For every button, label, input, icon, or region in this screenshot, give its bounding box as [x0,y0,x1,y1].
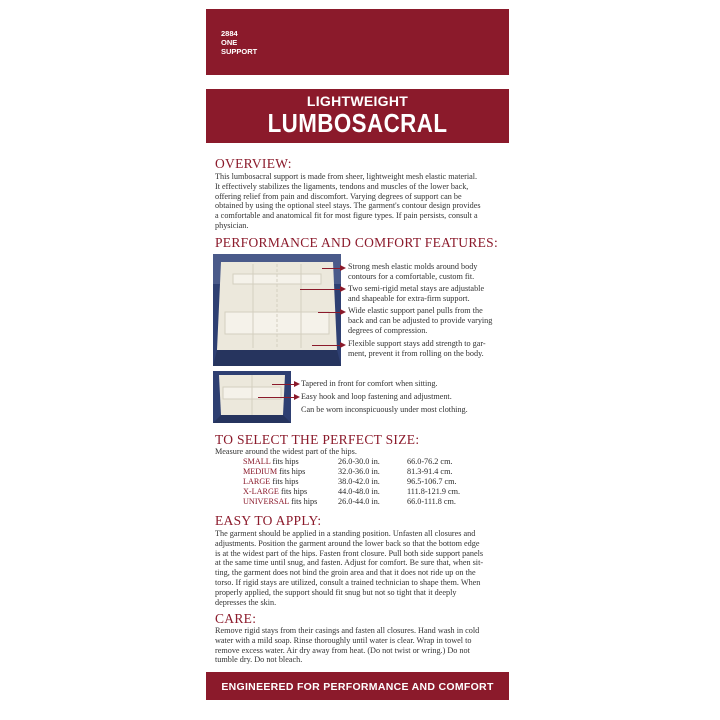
size-inches: 32.0-36.0 in. [338,467,380,476]
feature-arrow-head-icon [340,309,346,315]
feature-arrow-head-icon [294,394,300,400]
overview-line: This lumbosacral support is made from sheer, lightweight mesh elastic material. [215,172,478,181]
feature-arrow-head-icon [294,381,300,387]
product-code: 2884 [221,29,238,38]
apply-line: properly applied, the support should fit snug but not so tight that it deeply [215,587,457,597]
size-cm: 81.3-91.4 cm. [407,467,453,476]
care-line: tumble dry. Do not bleach. [215,655,303,665]
apply-line: ting, the garment does not bind the groin area and that it does not ride up on the [215,568,476,578]
size-inches: 38.0-42.0 in. [338,477,380,486]
size-row [243,467,305,476]
feature-item [348,339,486,359]
size-name: X-LARGE [243,487,279,496]
feature-line: ment, prevent it from rolling on the body. [348,348,484,358]
feature-line: Wide elastic support panel pulls from the [348,306,483,315]
apply-line: depresses the skin. [215,597,277,607]
feature-arrow-line [312,345,342,346]
size-name: UNIVERSAL [243,497,290,506]
feature-line: back and can be adjusted to provide varying [348,315,493,325]
garment-back-photo [213,254,341,366]
size-inches: 26.0-44.0 in. [338,497,380,506]
feature-arrow-head-icon [340,265,346,271]
size-suffix: fits hips [270,477,299,486]
product-code-block [221,29,257,56]
sizing-intro: Measure around the widest part of the hips. [215,447,357,456]
size-row [243,487,307,496]
feature-line: Strong mesh elastic molds around body [348,262,478,271]
size-suffix: fits hips [277,467,306,476]
feature-line: contours for a comfortable, custom fit. [348,271,475,281]
feature-arrow-head-icon [340,286,346,292]
size-suffix: fits hips [270,457,299,466]
size-name: LARGE [243,477,271,486]
feature-item: Can be worn inconspicuously under most clothing. [301,405,468,414]
care-line: water with a mild soap. Rinse thoroughly until water is clear. Wrap in towel to [215,635,472,645]
apply-heading: EASY TO APPLY: [215,513,322,528]
apply-line: adjustments. Position the garment around the lower back so that the bottom edge [215,538,480,548]
size-name: SMALL [243,457,271,466]
size-suffix: fits hips [278,487,308,496]
feature-arrow-line [272,384,296,385]
size-inches: 26.0-30.0 in. [338,457,380,466]
brand-line-2: SUPPORT [221,47,258,56]
size-cm: 66.0-111.8 cm. [407,497,456,506]
apply-line: The garment should be applied in a standing position. Unfasten all closures and [215,529,476,538]
care-line: Remove rigid stays from their casings and fasten all closures. Hand wash in cold [215,626,480,635]
feature-item: Easy hook and loop fastening and adjustment. [301,392,452,401]
feature-item: Tapered in front for comfort when sitting. [301,379,438,388]
size-cm: 96.5-106.7 cm. [407,477,457,486]
size-cm: 111.8-121.9 cm. [407,487,461,496]
overview-line: physician. [215,220,249,230]
care-heading: CARE: [215,611,257,626]
size-cm: 66.0-76.2 cm. [407,457,453,466]
garment-back-illustration [213,254,341,366]
size-suffix: fits hips [289,497,318,506]
feature-line: and shapeable for extra-firm support. [348,293,470,303]
apply-text [215,529,483,607]
features-heading: PERFORMANCE AND COMFORT FEATURES: [215,235,499,250]
overview-text [215,172,481,231]
care-line: remove excess water. Air dry away from heat. (Do not twist or wring.) Do not [215,645,470,655]
page-title: LUMBOSACRAL SUPPORT [267,108,448,169]
brand-line-1: ONE [221,38,238,47]
title-subtitle: LIGHTWEIGHT [306,93,409,109]
overview-line: offering relief from pain and discomfort. Varying degrees of support can be [215,191,462,201]
apply-line: is at the widest part of the hips. Fasten front closure. Pull both side support panels [215,548,484,558]
overview-heading: OVERVIEW: [215,156,292,171]
size-name: MEDIUM [243,467,278,476]
size-row [243,477,299,486]
overview-line: obtained by using the optional steel stays. The garment's contour design provides [215,201,481,211]
feature-line: Two semi-rigid metal stays are adjustable [348,284,485,293]
feature-item [348,306,492,335]
feature-line: Flexible support stays add strength to gar- [348,339,486,348]
feature-item [348,262,477,282]
overview-line: It effectively stabilizes the ligaments, tendons and muscles of the lower back, [215,181,469,191]
feature-arrow-head-icon [340,342,346,348]
care-text [215,626,479,665]
feature-line: degrees of compression. [348,325,428,335]
apply-line: at the same time until snug, and fasten. Adjust for comfort. Be sure that, when sit- [215,558,484,568]
sizing-heading: TO SELECT THE PERFECT SIZE: [215,432,420,447]
feature-arrow-line [322,268,342,269]
feature-arrow-line [318,312,342,313]
feature-arrow-line [258,397,296,398]
apply-line: torso. If rigid stays are utilized, consult a trained technician to shape them. When [215,577,481,587]
size-row [243,497,317,506]
feature-item [348,284,484,304]
footer-tagline: ENGINEERED FOR PERFORMANCE AND COMFORT [221,681,494,693]
overview-line: a comfortable and anatomical fit for most figure types. If pain persists, consult a [215,211,478,221]
size-inches: 44.0-48.0 in. [338,487,380,496]
size-row [243,457,299,466]
feature-arrow-line [300,289,342,290]
